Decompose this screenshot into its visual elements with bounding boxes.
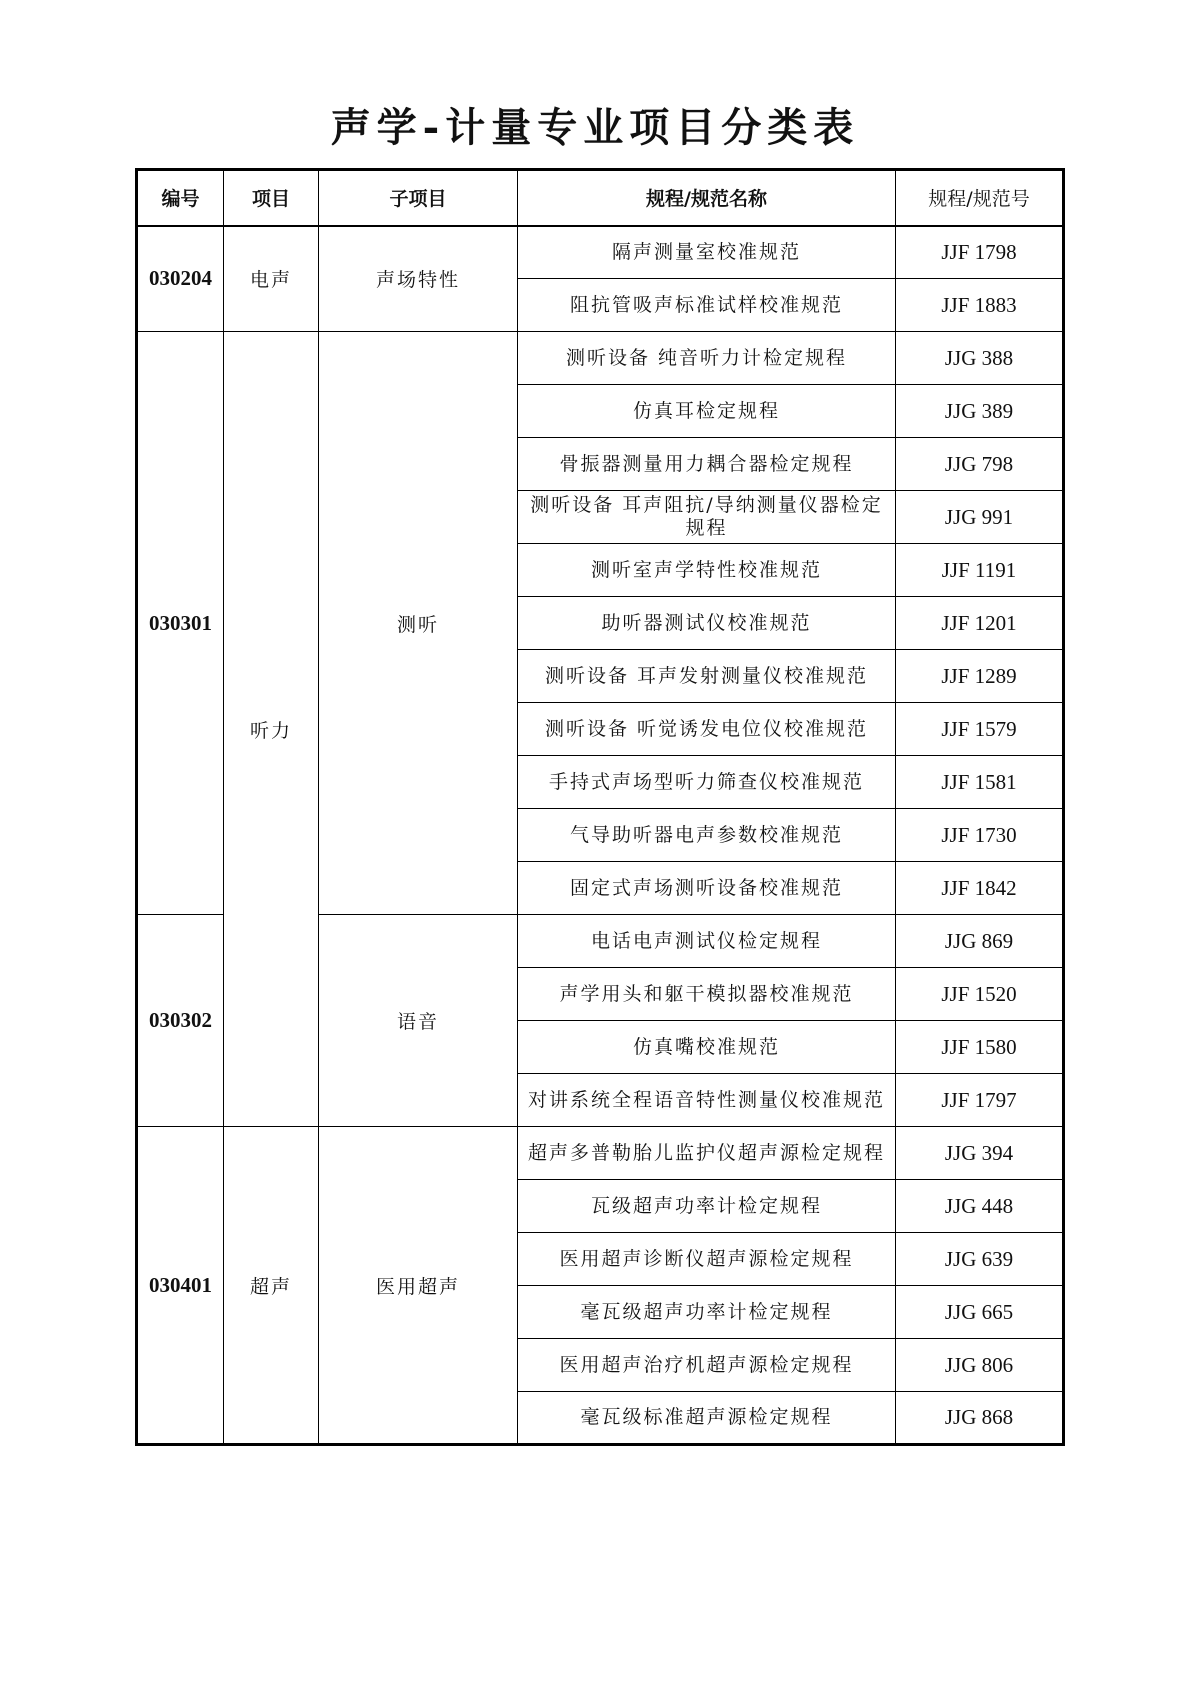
spec-name: 固定式声场测听设备校准规范 [518, 862, 896, 915]
group-code: 030204 [137, 226, 224, 332]
spec-name: 测听室声学特性校准规范 [518, 544, 896, 597]
spec-number: JJF 1730 [896, 809, 1064, 862]
spec-name: 毫瓦级超声功率计检定规程 [518, 1286, 896, 1339]
spec-name: 测听设备 耳声发射测量仪校准规范 [518, 650, 896, 703]
group-sub-item: 语音 [319, 915, 518, 1127]
spec-number: JJF 1201 [896, 597, 1064, 650]
spec-number: JJG 868 [896, 1392, 1064, 1445]
spec-name: 电话电声测试仪检定规程 [518, 915, 896, 968]
spec-name: 测听设备 听觉诱发电位仪校准规范 [518, 703, 896, 756]
table-row [137, 226, 1064, 279]
spec-number: JJF 1581 [896, 756, 1064, 809]
table-row [137, 1127, 1064, 1180]
spec-name: 医用超声诊断仪超声源检定规程 [518, 1233, 896, 1286]
spec-number: JJF 1798 [896, 226, 1064, 279]
spec-name: 助听器测试仪校准规范 [518, 597, 896, 650]
spec-name: 声学用头和躯干模拟器校准规范 [518, 968, 896, 1021]
group-code: 030301 [137, 332, 224, 915]
spec-name: 医用超声治疗机超声源检定规程 [518, 1339, 896, 1392]
spec-number: JJF 1842 [896, 862, 1064, 915]
spec-number: JJF 1289 [896, 650, 1064, 703]
spec-number: JJG 991 [896, 491, 1064, 544]
group-sub-item: 声场特性 [319, 226, 518, 332]
spec-name: 阻抗管吸声标准试样校准规范 [518, 279, 896, 332]
classification-table [135, 168, 1065, 1446]
table-row [137, 332, 1064, 385]
group-code: 030302 [137, 915, 224, 1127]
header-row [137, 170, 1064, 226]
group-sub-item: 测听 [319, 332, 518, 915]
header-sub-item: 子项目 [319, 170, 518, 226]
spec-number: JJF 1883 [896, 279, 1064, 332]
spec-number: JJF 1191 [896, 544, 1064, 597]
group-sub-item: 医用超声 [319, 1127, 518, 1445]
spec-name: 仿真嘴校准规范 [518, 1021, 896, 1074]
spec-number: JJG 869 [896, 915, 1064, 968]
spec-name: 气导助听器电声参数校准规范 [518, 809, 896, 862]
spec-number: JJG 806 [896, 1339, 1064, 1392]
spec-number: JJG 665 [896, 1286, 1064, 1339]
group-item: 超声 [224, 1127, 319, 1445]
spec-name: 毫瓦级标准超声源检定规程 [518, 1392, 896, 1445]
spec-number: JJG 639 [896, 1233, 1064, 1286]
spec-name: 骨振器测量用力耦合器检定规程 [518, 438, 896, 491]
spec-name: 手持式声场型听力筛查仪校准规范 [518, 756, 896, 809]
spec-number: JJF 1797 [896, 1074, 1064, 1127]
group-item: 听力 [224, 332, 319, 1127]
spec-number: JJG 394 [896, 1127, 1064, 1180]
spec-number: JJF 1520 [896, 968, 1064, 1021]
spec-name: 超声多普勒胎儿监护仪超声源检定规程 [518, 1127, 896, 1180]
page-title: 声学-计量专业项目分类表 [330, 104, 860, 151]
spec-name: 测听设备 纯音听力计检定规程 [518, 332, 896, 385]
header-code: 编号 [137, 170, 224, 226]
header-spec-number: 规程/规范号 [896, 170, 1064, 226]
header-spec-name: 规程/规范名称 [518, 170, 896, 226]
spec-name: 仿真耳检定规程 [518, 385, 896, 438]
group-code: 030401 [137, 1127, 224, 1445]
spec-name: 隔声测量室校准规范 [518, 226, 896, 279]
spec-number: JJG 448 [896, 1180, 1064, 1233]
header-item: 项目 [224, 170, 319, 226]
spec-number: JJG 798 [896, 438, 1064, 491]
spec-name: 测听设备 耳声阻抗/导纳测量仪器检定规程 [518, 491, 896, 544]
spec-name: 对讲系统全程语音特性测量仪校准规范 [518, 1074, 896, 1127]
spec-number: JJF 1580 [896, 1021, 1064, 1074]
spec-name: 瓦级超声功率计检定规程 [518, 1180, 896, 1233]
spec-number: JJG 389 [896, 385, 1064, 438]
spec-number: JJG 388 [896, 332, 1064, 385]
spec-number: JJF 1579 [896, 703, 1064, 756]
group-item: 电声 [224, 226, 319, 332]
